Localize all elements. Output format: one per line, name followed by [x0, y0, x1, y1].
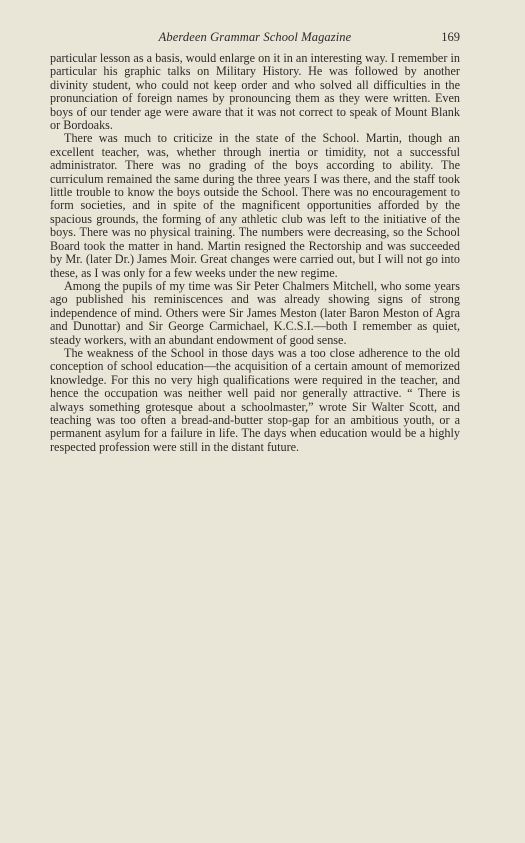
running-head	[50, 30, 460, 48]
paragraph-2: There was much to criticize in the state of the School. Martin, though an excellent teacher, was, whether through inertia or timidity, not a successful administrator. There was no grading of the boys according to ability. The curriculum remained the same during the three years I was there, and the staff took little trouble to know the boys outside the School. There was no encouragement to form societies, and in spite of the magnificent opportunities afforded by the spacious grounds, the forming of any athletic club was left to the initiative of the boys. There was no physical training. The numbers were decreasing, so the School Board took the matter in hand. Martin resigned the Rectorship and was succeeded by Mr. (later Dr.) James Moir. Great changes were carried out, but I will not go into these, as I was only for a few weeks under the new regime.	[50, 131, 460, 280]
paragraph-1: particular lesson as a basis, would enlarge on it in an interesting way. I remember in particular his graphic talks on Military History. He was followed by another divinity student, who could not keep order and who solved all difficulties in the pronunciation of foreign names by pronouncing them as they were written. Even boys of our tender age were aware that it was not correct to speak of Mount Blank or Bordoaks.	[50, 51, 460, 133]
page-number: 169	[441, 30, 460, 44]
paragraph-4: The weakness of the School in those days was a too close adherence to the old conception of school education—the acquisition of a certain amount of memorized knowledge. For this no very high qualifications were required in the teacher, and hence the occupation was neither well paid nor generally attractive. “ There is always something grotesque about a schoolmaster,” wrote Sir Walter Scott, and teaching was too often a bread-and-butter stop-gap for an ambitious youth, or a permanent asylum for a failure in life. The days when education would be a highly respected profession were still in the distant future.	[50, 345, 460, 454]
paragraph-3: Among the pupils of my time was Sir Peter Chalmers Mitchell, who some years ago published his reminiscences and was already showing signs of strong independence of mind. Others were Sir James Meston (later Baron Meston of Agra and Dunottar) and Sir George Carmichael, K.C.S.I.—both I remember as quiet, steady workers, with an abundant endowment of good sense.	[50, 278, 460, 347]
running-title: Aberdeen Grammar School Magazine	[158, 30, 352, 44]
body-text	[50, 52, 460, 454]
